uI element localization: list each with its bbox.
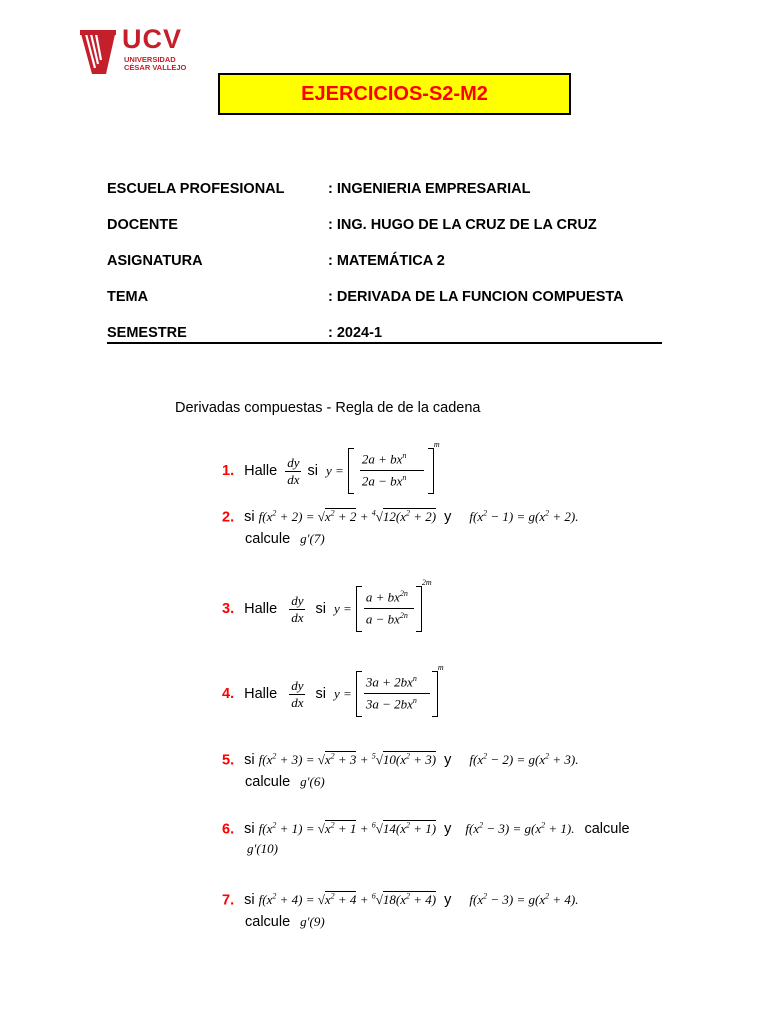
exercise-4: 4. Halle $\frac{dy}{dx}$ si y = $3a + 2bx^n$ $3a - 2bx^n$ $^m$: [222, 663, 444, 717]
word-si: si: [244, 821, 255, 838]
info-value: : INGENIERIA EMPRESARIAL: [328, 181, 531, 197]
word-y: y: [444, 821, 452, 838]
formula-calc: g′(7): [300, 531, 325, 547]
exercise-number: 6.: [222, 821, 235, 838]
formula-calc: g′(9): [300, 914, 325, 930]
word-si: si: [244, 752, 255, 769]
info-key: DOCENTE: [107, 217, 178, 233]
logo-line1: UNIVERSIDAD: [124, 55, 176, 64]
info-row: [107, 284, 662, 320]
ucv-emblem-icon: [78, 28, 118, 76]
word-y: y: [444, 752, 452, 769]
word-si: si: [315, 686, 326, 702]
info-value: : 2024-1: [328, 325, 383, 341]
derivative-dydx: $\frac{dy}{dx}$: [291, 592, 304, 625]
exercise-number: 3.: [222, 601, 235, 617]
formula-g: $f(x^2 - 1) = g(x^2 + 2)$.: [469, 509, 579, 525]
exercise-2: [222, 509, 578, 547]
formula-g: $f(x^2 - 3) = g(x^2 + 4)$.: [469, 892, 579, 908]
word-halle: Halle: [244, 601, 278, 617]
exercise-number: 1.: [222, 463, 235, 479]
formula-g: $f(x^2 - 2) = g(x^2 + 3)$.: [469, 752, 579, 768]
info-key: ASIGNATURA: [107, 253, 203, 269]
exercise-5: [222, 752, 578, 790]
exercise-1: 1. Halle $\frac{dy}{dx}$ si y = $2a + bx^n$ $2a - bx^n$ $^m$: [222, 440, 440, 494]
ucv-logo: [78, 26, 188, 78]
word-calcule: calcule: [245, 914, 291, 931]
word-halle: Halle: [244, 463, 278, 479]
exercise-number: 2.: [222, 509, 235, 526]
formula-f: $f(x^2 + 1) = √x^2 + 1 + ^6√14(x^2 + 1)$: [258, 821, 437, 837]
formula-calc: g′(6): [300, 774, 325, 790]
bracket-fraction: $3a + 2bx^n$ $3a - 2bx^n$: [356, 671, 438, 717]
word-y: y: [444, 892, 452, 909]
bracket-fraction: $\frac{a + bx^{2n}}{a - bx^{2n}}$: [356, 586, 422, 632]
info-key: TEMA: [107, 289, 149, 305]
exercise-7: [222, 892, 578, 930]
info-value: : ING. HUGO DE LA CRUZ DE LA CRUZ: [328, 217, 597, 233]
formula-g: $f(x^2 - 3) = g(x^2 + 1)$.: [465, 821, 575, 837]
formula: y =: [334, 686, 352, 701]
info-value: : DERIVADA DE LA FUNCION COMPUESTA: [328, 289, 624, 305]
divider: [107, 342, 662, 344]
formula-f: $f(x^2 + 2) = √x^2 + 2 + ^4√12(x^2 + 2)$: [258, 509, 437, 525]
info-row: [107, 212, 662, 248]
derivative-dydx: $\frac{dy}{dx}$: [291, 677, 304, 710]
exercise-6: [222, 821, 630, 857]
info-table: [107, 176, 662, 356]
derivative-dydx: $\frac{dy}{dx}$: [287, 454, 300, 487]
word-si: si: [244, 509, 255, 526]
info-row: [107, 176, 662, 212]
logo-line2: CÉSAR VALLEJO: [124, 63, 187, 72]
exercise-number: 4.: [222, 686, 235, 702]
word-si: si: [307, 463, 318, 479]
word-si: si: [315, 601, 326, 617]
info-row: [107, 320, 662, 356]
exercise-number: 7.: [222, 892, 235, 909]
word-calcule: calcule: [245, 531, 291, 548]
word-si: si: [244, 892, 255, 909]
section-intro: Derivadas compuestas - Regla de de la cadena: [175, 400, 481, 416]
word-halle: Halle: [244, 686, 278, 702]
word-calcule: calcule: [584, 821, 630, 838]
exercise-3: 3. Halle $\frac{dy}{dx}$ si y = $\frac{a + bx^{2n}}{a - bx^{2n}}$ $^{2m}$: [222, 578, 432, 632]
page-title: EJERCICIOS-S2-M2: [218, 73, 571, 115]
info-value: : MATEMÁTICA 2: [328, 253, 445, 269]
formula-f: $f(x^2 + 4) = √x^2 + 4 + ^6√18(x^2 + 4)$: [258, 892, 437, 908]
logo-brand: UCV: [122, 24, 183, 54]
bracket-fraction: $2a + bx^n$ $2a - bx^n$: [348, 448, 434, 494]
info-key: SEMESTRE: [107, 325, 187, 341]
word-calcule: calcule: [245, 774, 291, 791]
formula: y =: [334, 601, 352, 616]
word-y: y: [444, 509, 452, 526]
exercise-number: 5.: [222, 752, 235, 769]
formula: y =: [326, 463, 344, 478]
formula-f: $f(x^2 + 3) = √x^2 + 3 + ^5√10(x^2 + 3)$: [258, 752, 437, 768]
formula-calc: g′(10): [247, 841, 279, 857]
info-key: ESCUELA PROFESIONAL: [107, 181, 285, 197]
info-row: [107, 248, 662, 284]
